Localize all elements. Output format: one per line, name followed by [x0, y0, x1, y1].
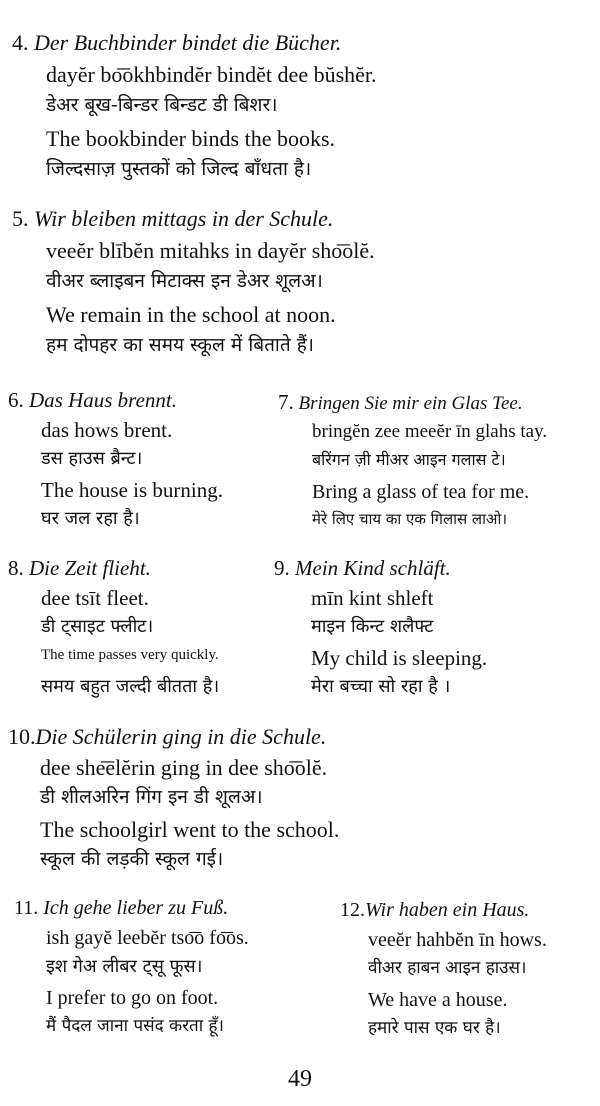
- entry-number: 7.: [278, 390, 294, 414]
- hindi-translation: मेरा बच्चा सो रहा है ।: [311, 676, 451, 697]
- english-translation: Bring a glass of tea for me.: [312, 481, 530, 503]
- entry-7: [278, 392, 547, 542]
- pronunciation: ish gayĕ leebĕr tso͞o fo͞os.: [46, 927, 249, 949]
- entry-number: 11.: [14, 897, 39, 919]
- hindi-translation: मेरे लिए चाय का एक गिलास लाओ।: [312, 510, 508, 528]
- hindi-translation: स्कूल की लड़की स्कूल गई।: [40, 848, 224, 870]
- pronunciation: dee she͞elĕrin ging in dee sho͞olĕ.: [40, 755, 328, 780]
- devanagari-pronunciation: इश गेअ लीबर ट्सू फूस।: [46, 956, 203, 977]
- devanagari-pronunciation: माइन किन्ट शलैफ्ट: [311, 616, 434, 637]
- english-translation: We remain in the school at noon.: [46, 302, 336, 327]
- entry-5: [12, 208, 375, 368]
- english-translation: We have a house.: [368, 989, 508, 1011]
- english-translation: The time passes very quickly.: [41, 647, 219, 663]
- german-sentence: Ich gehe lieber zu Fuß.: [43, 897, 229, 919]
- entry-12: [340, 900, 547, 1050]
- page-number: 49: [288, 1066, 312, 1092]
- entry-11: [14, 898, 249, 1048]
- german-sentence: Bringen Sie mir ein Glas Tee.: [298, 393, 523, 414]
- entry-number: 10.: [8, 724, 36, 749]
- devanagari-pronunciation: डेअर बूख-बिन्डर बिन्डट डी बिशर।: [46, 94, 278, 116]
- pronunciation: veeĕr blībĕn mitahks in dayĕr sho͞olĕ.: [46, 238, 375, 263]
- pronunciation: dee tsīt fleet.: [41, 586, 149, 610]
- german-sentence: Der Buchbinder bindet die Bücher.: [34, 30, 342, 55]
- hindi-translation: जिल्दसाज़ पुस्तकों को जिल्द बाँधता है।: [46, 158, 312, 180]
- pronunciation: veeĕr hahbĕn īn hows.: [368, 929, 547, 951]
- devanagari-pronunciation: वीअर ब्लाइबन मिटाक्स इन डेअर शूलअ।: [46, 270, 323, 292]
- entry-number: 4.: [12, 30, 29, 55]
- english-translation: I prefer to go on foot.: [46, 987, 219, 1009]
- english-translation: The schoolgirl went to the school.: [40, 817, 340, 842]
- entry-number: 8.: [8, 556, 24, 580]
- english-translation: The house is burning.: [41, 478, 223, 502]
- hindi-translation: मैं पैदल जाना पसंद करता हूँ।: [46, 1016, 224, 1036]
- entry-4: [12, 32, 377, 192]
- entry-9: [274, 558, 487, 708]
- german-sentence: Wir bleiben mittags in der Schule.: [34, 206, 334, 231]
- devanagari-pronunciation: डी शीलअरिन गिंग इन डी शूलअ।: [40, 786, 263, 808]
- devanagari-pronunciation: डी ट्साइट फ्लीट।: [41, 616, 154, 637]
- entry-10: [8, 726, 339, 881]
- devanagari-pronunciation: बरिंगन ज़ी मीअर आइन गलास टे।: [312, 450, 506, 469]
- hindi-translation: हमारे पास एक घर है।: [368, 1018, 501, 1038]
- entry-number: 5.: [12, 206, 29, 231]
- entry-number: 12.: [340, 899, 365, 921]
- german-sentence: Mein Kind schläft.: [295, 556, 451, 580]
- german-sentence: Die Schülerin ging in die Schule.: [35, 724, 327, 749]
- german-sentence: Wir haben ein Haus.: [365, 899, 530, 921]
- hindi-translation: घर जल रहा है।: [41, 508, 140, 529]
- english-translation: My child is sleeping.: [311, 646, 488, 670]
- entry-number: 9.: [274, 556, 290, 580]
- german-sentence: Die Zeit flieht.: [29, 556, 151, 580]
- pronunciation: das hows brent.: [41, 418, 173, 442]
- pronunciation: dayĕr bo͞okhbindĕr bindĕt dee bŭshĕr.: [46, 62, 377, 87]
- devanagari-pronunciation: डस हाउस ब्रैन्ट।: [41, 448, 143, 469]
- pronunciation: bringĕn zee meeĕr īn glahs tay.: [312, 421, 548, 442]
- entry-8: [8, 558, 219, 708]
- hindi-translation: समय बहुत जल्दी बीतता है।: [41, 676, 220, 697]
- hindi-translation: हम दोपहर का समय स्कूल में बिताते हैं।: [46, 334, 314, 356]
- devanagari-pronunciation: वीअर हाबन आइन हाउस।: [368, 958, 527, 978]
- entry-number: 6.: [8, 388, 24, 412]
- pronunciation: mīn kint shleft: [311, 586, 434, 610]
- entry-6: [8, 390, 223, 540]
- english-translation: The bookbinder binds the books.: [46, 126, 336, 151]
- german-sentence: Das Haus brennt.: [29, 388, 177, 412]
